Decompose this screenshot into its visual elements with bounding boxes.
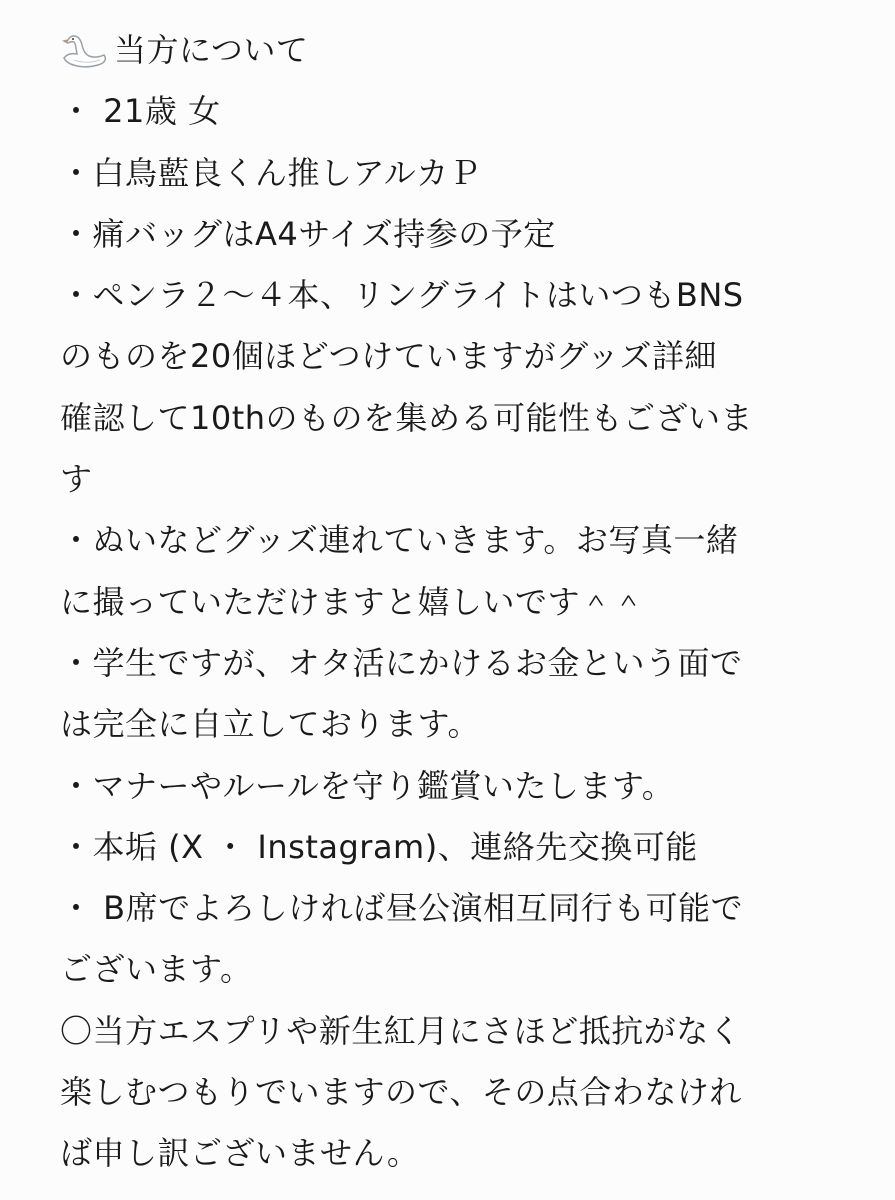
text-line: 確認して10thのものを集める可能性もございま [60,398,754,437]
text-line: に撮っていただけますと嬉しいです＾＾ [60,582,646,621]
text-line: す [60,460,93,499]
text-line: ・ B席でよろしければ昼公演相互同行も可能で [60,889,744,928]
text-line: は完全に自立しております。 [60,705,480,744]
heading-text: 当方について [114,31,309,69]
text-line: のものを20個ほどつけていますがグッズ詳細 [60,337,717,376]
text-line: 〇当方エスプリや新生紅月にさほど抵抗がなく [60,1011,742,1050]
text-line: ・白鳥藍良くん推しアルカＰ [60,153,482,192]
heading-line [60,20,849,81]
swan-icon [60,31,110,71]
text-line: ・マナーやルールを守り鑑賞いたします。 [60,766,675,805]
text-line: ・ 21歳 女 [60,92,221,131]
text-line: ・本垢 (X ・ Instagram)、連絡先交換可能 [60,827,698,866]
text-line: ・痛バッグはA4サイズ持参の予定 [60,214,556,253]
text-line: 楽しむつもりでいますので、その点合わなけれ [60,1073,742,1112]
text-line: ・ペンラ２〜４本、リングライトはいつもBNS [60,276,744,315]
note-lines [60,81,849,1184]
text-line: ・学生ですが、オタ活にかけるお金という面で [60,643,743,682]
text-line: ば申し訳ございません。 [60,1134,420,1173]
text-line: ございます。 [60,950,253,989]
text-line: ・ぬいなどグッズ連れていきます。お写真一緒 [60,521,739,560]
